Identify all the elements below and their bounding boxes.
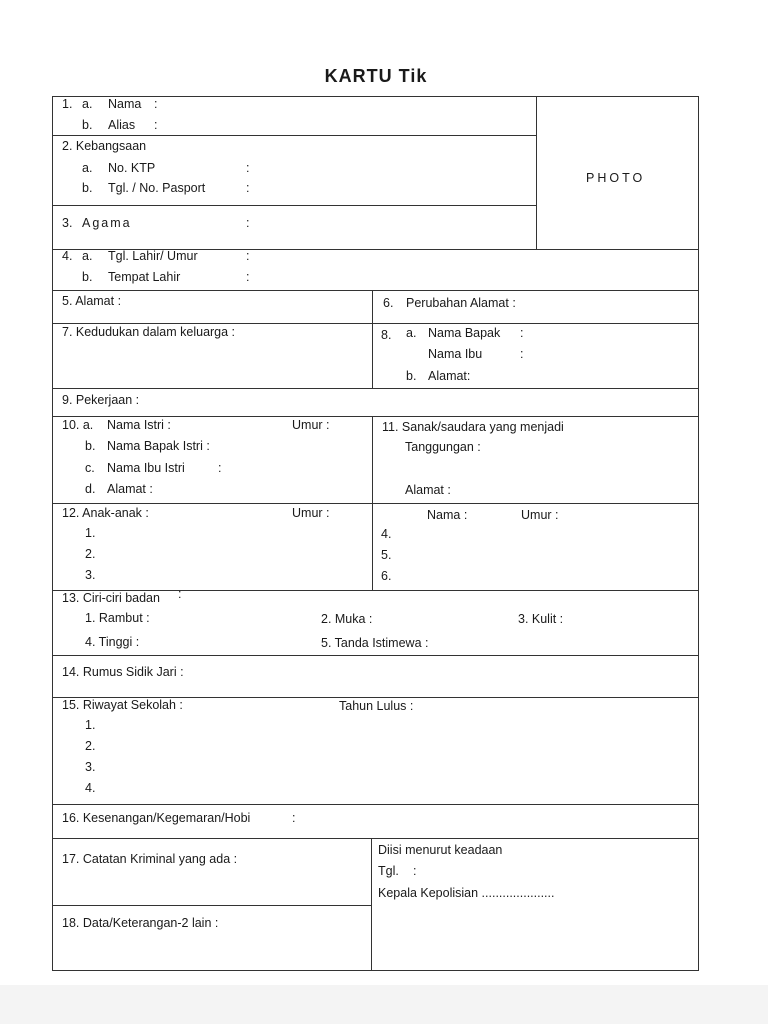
s4-number: 4. bbox=[62, 249, 73, 263]
s10-number: 10. a. bbox=[62, 418, 94, 432]
no-ktp-label: No. KTP bbox=[108, 161, 156, 175]
anak-umur-right-label: Umur : bbox=[521, 508, 559, 522]
anak-umur-label: Umur : bbox=[292, 506, 330, 520]
sidik-jari-label: 14. Rumus Sidik Jari : bbox=[62, 665, 184, 679]
tempat-lahir-label: Tempat Lahir bbox=[108, 270, 181, 284]
tahun-lulus-label: Tahun Lulus : bbox=[339, 699, 414, 713]
tanda-istimewa-label: 5. Tanda Istimewa : bbox=[321, 636, 429, 650]
s10-b: b. bbox=[85, 439, 96, 453]
nama-label: Nama bbox=[108, 97, 142, 111]
istri-umur-label: Umur : bbox=[292, 418, 330, 432]
tanggungan-alamat-label: Alamat : bbox=[405, 483, 451, 497]
s8-alamat-label: Alamat: bbox=[428, 369, 471, 383]
s4-a: a. bbox=[82, 249, 93, 263]
s2-a: a. bbox=[82, 161, 93, 175]
s1-a: a. bbox=[82, 97, 93, 111]
nama-ibu-label: Nama Ibu bbox=[428, 347, 483, 361]
data-keterangan-label: 18. Data/Keterangan-2 lain : bbox=[62, 916, 219, 930]
agama-colon: : bbox=[246, 216, 250, 230]
muka-label: 2. Muka : bbox=[321, 612, 373, 626]
anak-5: 5. bbox=[381, 548, 392, 562]
no-ktp-colon: : bbox=[246, 161, 250, 175]
anak-2: 2. bbox=[85, 547, 96, 561]
diisi-label: Diisi menurut keadaan bbox=[378, 843, 503, 857]
sanak-saudara-label: 11. Sanak/saudara yang menjadi bbox=[382, 420, 564, 434]
rambut-label: 1. Rambut : bbox=[85, 611, 150, 625]
catatan-kriminal-label: 17. Catatan Kriminal yang ada : bbox=[62, 852, 238, 866]
kulit-label: 3. Kulit : bbox=[518, 612, 564, 626]
tgl-lahir-label: Tgl. Lahir/ Umur bbox=[108, 249, 198, 263]
nama-istri-label: Nama Istri : bbox=[107, 418, 171, 432]
alias-label: Alias bbox=[108, 118, 136, 132]
s2-b: b. bbox=[82, 181, 93, 195]
anak-4: 4. bbox=[381, 527, 392, 541]
form-title: KARTU Tik bbox=[324, 66, 428, 86]
scan-shadow bbox=[0, 985, 768, 1024]
nama-colon: : bbox=[154, 97, 158, 111]
pekerjaan-label: 9. Pekerjaan : bbox=[62, 393, 140, 407]
tgl-label: Tgl. bbox=[378, 864, 399, 878]
kebangsaan-label: 2. Kebangsaan bbox=[62, 139, 147, 153]
sekolah-4: 4. bbox=[85, 781, 96, 795]
pasport-label: Tgl. / No. Pasport bbox=[108, 181, 206, 195]
s10-c: c. bbox=[85, 461, 95, 475]
nama-ibu-istri-label: Nama Ibu Istri bbox=[107, 461, 185, 475]
anak-anak-label: 12. Anak-anak : bbox=[62, 506, 149, 520]
hobi-label: 16. Kesenangan/Kegemaran/Hobi bbox=[62, 811, 251, 825]
sekolah-2: 2. bbox=[85, 739, 96, 753]
riwayat-sekolah-label: 15. Riwayat Sekolah : bbox=[62, 698, 183, 712]
s1-number: 1. bbox=[62, 97, 73, 111]
kedudukan-label: 7. Kedudukan dalam keluarga : bbox=[62, 325, 236, 339]
photo-label: PHOTO bbox=[586, 171, 646, 185]
s3-number: 3. bbox=[62, 216, 73, 230]
nama-bapak-istri-label: Nama Bapak Istri : bbox=[107, 439, 210, 453]
kepala-kepolisian-label: Kepala Kepolisian ..................... bbox=[378, 886, 555, 900]
anak-3: 3. bbox=[85, 568, 96, 582]
anak-1: 1. bbox=[85, 526, 96, 540]
nama-ibu-istri-colon: : bbox=[218, 461, 222, 475]
tgl-lahir-colon: : bbox=[246, 249, 250, 263]
ciri-badan-label: 13. Ciri-ciri badan bbox=[62, 591, 160, 605]
nama-bapak-colon: : bbox=[520, 326, 524, 340]
tgl-colon: : bbox=[413, 864, 417, 878]
hobi-colon: : bbox=[292, 811, 296, 825]
s1-b: b. bbox=[82, 118, 93, 132]
s8-a: a. bbox=[406, 326, 417, 340]
nama-bapak-label: Nama Bapak bbox=[428, 326, 501, 340]
anak-nama-right-label: Nama : bbox=[427, 508, 468, 522]
anak-6: 6. bbox=[381, 569, 392, 583]
s10-d: d. bbox=[85, 482, 96, 496]
nama-ibu-colon: : bbox=[520, 347, 524, 361]
istri-alamat-label: Alamat : bbox=[107, 482, 153, 496]
sekolah-3: 3. bbox=[85, 760, 96, 774]
tempat-lahir-colon: : bbox=[246, 270, 250, 284]
perubahan-alamat-label: Perubahan Alamat : bbox=[406, 296, 516, 310]
alamat-label: 5. Alamat : bbox=[62, 294, 122, 308]
tinggi-label: 4. Tinggi : bbox=[85, 635, 140, 649]
alias-colon: : bbox=[154, 118, 158, 132]
s8-number: 8. bbox=[381, 328, 392, 342]
agama-label: Agama bbox=[82, 216, 132, 230]
sekolah-1: 1. bbox=[85, 718, 96, 732]
tanggungan-label: Tanggungan : bbox=[405, 440, 481, 454]
s8-b: b. bbox=[406, 369, 417, 383]
ciri-badan-colon: : bbox=[178, 587, 182, 601]
s4-b: b. bbox=[82, 270, 93, 284]
s6-number: 6. bbox=[383, 296, 394, 310]
pasport-colon: : bbox=[246, 181, 250, 195]
